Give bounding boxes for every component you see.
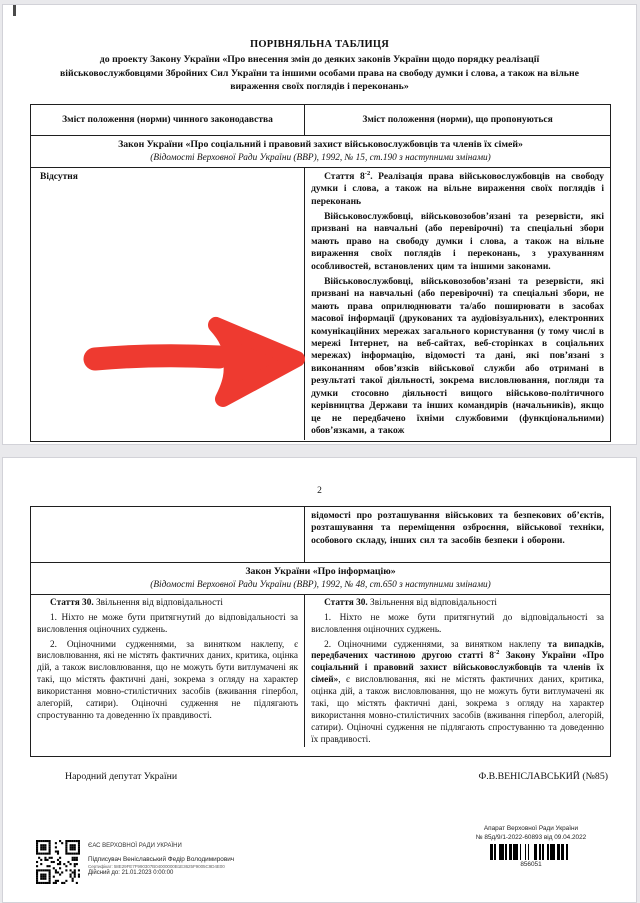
article30-label-right: Стаття 30.: [324, 597, 368, 608]
document-subtitle: до проекту Закону України «Про внесення змін до деяких законів України щодо порядку реалізації військовослужбовцями Збройних Сил України та іншими особами права на свободу думки і слова, а також на вільне вираження своїх поглядів і переконань»: [60, 54, 579, 93]
article30-para2-right: [311, 640, 604, 747]
law1-title: Закон України «Про соціальний і правовий захист військовослужбовців та членів їх сімей»: [118, 139, 523, 150]
document-page-1: [2, 4, 637, 445]
article8-paragraph-2: Військовослужбовці, військовозобов’язані та резервісти, які призвані на навчальні (або перевірочні) та спеціальні збори, не мають права оприлюднювати та/або поширювати в засобах масової інформації (друкованих та аудіовізуальних), електронних комунікаційних мережах загального користування (у тому числі в мережі Інтернет, на веб-сайтах, веб-сторінках в соціальних мережах) інформацію, відомості та дані, які пов’язані з виконанням обов’язків військової служби або отримані в результаті такої діяльності, зокрема висловлювання, погляди та думки стосовно діяльності вищого військово-політичного керівництва Держави та інших командирів (начальників), якщо це не передбачено їхніми службовими (функціональними) обов’язками, а також: [311, 277, 604, 436]
stamp-valid-until: Дійсний до: 21.01.2023 0:00:00: [88, 870, 174, 876]
para2-regular-rest: , є висловлювання, які не містять фактичних даних, критика, оцінка дій, а також висловлювання, що не можуть бути витлумачені як такі, що містять фактичні дані, зокрема з огляду на характер використання мовно-стилістичних засобів (вживання гіпербол, алегорій, сатири). Оціночні судження не підлягають спростуванню та доведенню їх правдивості.: [311, 675, 604, 745]
scan-artifact-mark: [13, 5, 16, 16]
law1-section-row: [31, 135, 610, 167]
registration-number: № 85д/9/1-2022-60893 від 09.04.2022: [475, 834, 587, 841]
law2-title: Закон України «Про інформацію»: [245, 566, 396, 577]
para2-bold-amendment: та випадків, передбачених частиною другою статті 8: [311, 639, 604, 662]
comparison-table-page1: [30, 104, 611, 442]
article8-continuation: відомості про розташування військових та безпекових об’єктів, розташування та переміщення озброєння, військової техніки, особового складу, інших сил та засобів безпеки і оборони.: [311, 511, 604, 546]
law1-body-row: [31, 167, 610, 440]
document-title: ПОРІВНЯЛЬНА ТАБЛИЦЯ: [249, 39, 389, 50]
article30-heading-right: [311, 598, 604, 610]
cell-proposed: [305, 168, 610, 440]
absent-label: Відсутня: [40, 171, 78, 182]
table-header-row: [31, 105, 610, 135]
barcode-number: 856051: [520, 861, 542, 868]
registration-office: Апарат Верховної Ради України: [483, 825, 579, 832]
header-proposed: Зміст положення (норми), що пропонуються: [362, 114, 553, 125]
cell-current-law-empty: [31, 507, 305, 562]
law1-reference: (Відомості Верховної Ради України (ВВР), 1992, № 15, ст.190 з наступними змінами): [150, 152, 491, 163]
cell-current-law: [31, 168, 305, 440]
para2-bold-amendment-rest: Закону України «Про соціальний і правовий захист військовослужбовців та членів їх сімей»: [311, 651, 604, 686]
article8-number: Стаття 8: [324, 171, 365, 182]
qr-code-icon: [36, 840, 80, 884]
stamp-certificate: Сертифікат: 58E29FE7F990307B04000000B1E3625F9005C9D4E00: [88, 864, 225, 869]
stamp-text-block: [88, 840, 234, 884]
signature-row: [30, 771, 611, 782]
cell-article30-proposed: [305, 595, 610, 747]
article30-para2-left: 2. Оціночними судженнями, за винятком наклепу, є висловлювання, які не містять фактичних даних, критика, оцінка дій, а також висловлювання, що не можуть бути витлумачені як такі, що містять фактичні дані, зокрема з огляду на характер використання мовно-стилістичних засобів (вживання гіпербол, алегорій, сатири). Оціночні судження не підлягають спростуванню та доведенню їх правдивості.: [37, 639, 299, 721]
para2-superscript: -2: [494, 649, 500, 657]
para2-regular-prefix: 2. Оціночними судженнями, за винятком наклепу: [324, 639, 548, 650]
digital-signature-stamp: [36, 840, 234, 884]
article30-para1-left: 1. Ніхто не може бути притягнутий до відповідальності за висловлення оціночних суджень.: [37, 612, 299, 635]
article30-heading-left: [37, 598, 298, 610]
article30-label: Стаття 30.: [50, 597, 94, 608]
law2-body-row: [31, 594, 610, 747]
stamp-signer: Підписувач Веніславський Федір Володимирович: [88, 856, 235, 863]
article30-para1-right: 1. Ніхто не може бути притягнутий до відповідальності за висловлення оціночних суджень.: [311, 612, 604, 635]
law2-section-row: [31, 562, 610, 594]
barcode-icon: [475, 844, 587, 860]
law2-reference: (Відомості Верховної Ради України (ВВР), 1992, № 48, ст.650 з наступними змінами): [150, 579, 491, 590]
continuation-row: [31, 507, 610, 562]
registration-block: [456, 825, 606, 868]
cell-article30-current: [31, 595, 305, 747]
article30-title: Звільнення від відповідальності: [93, 597, 223, 608]
article8-heading-text: . Реалізація права військовослужбовців на свободу думки і слова, а також на вільне вираження своїх поглядів і переконань: [311, 171, 604, 207]
signatory-name: Ф.В.ВЕНІСЛАВСЬКИЙ (№85): [478, 771, 608, 782]
cell-proposed-continuation: [305, 507, 610, 562]
signatory-role: Народний депутат України: [65, 771, 178, 782]
stamp-system-label: ЄАС ВЕРХОВНОЇ РАДИ УКРАЇНИ: [88, 843, 182, 849]
header-current-law: Зміст положення (норми) чинного законодавства: [31, 105, 305, 135]
article30-title-right: Звільнення від відповідальності: [367, 597, 497, 608]
comparison-table-page2: [30, 506, 611, 757]
document-page-2: [2, 457, 637, 903]
article8-paragraph-1: Військовослужбовці, військовозобов’язані та резервісти, які призвані на навчальні (або перевірочні) та спеціальні збори мають право на свободу думки і слова, а також на вільне вираження своїх поглядів і переконань, з урахуванням особливостей, встановлених цим та іншими законами.: [311, 212, 604, 272]
article8-superscript: -2: [364, 169, 371, 177]
article8-heading: [311, 171, 604, 208]
page-number: 2: [317, 486, 322, 496]
